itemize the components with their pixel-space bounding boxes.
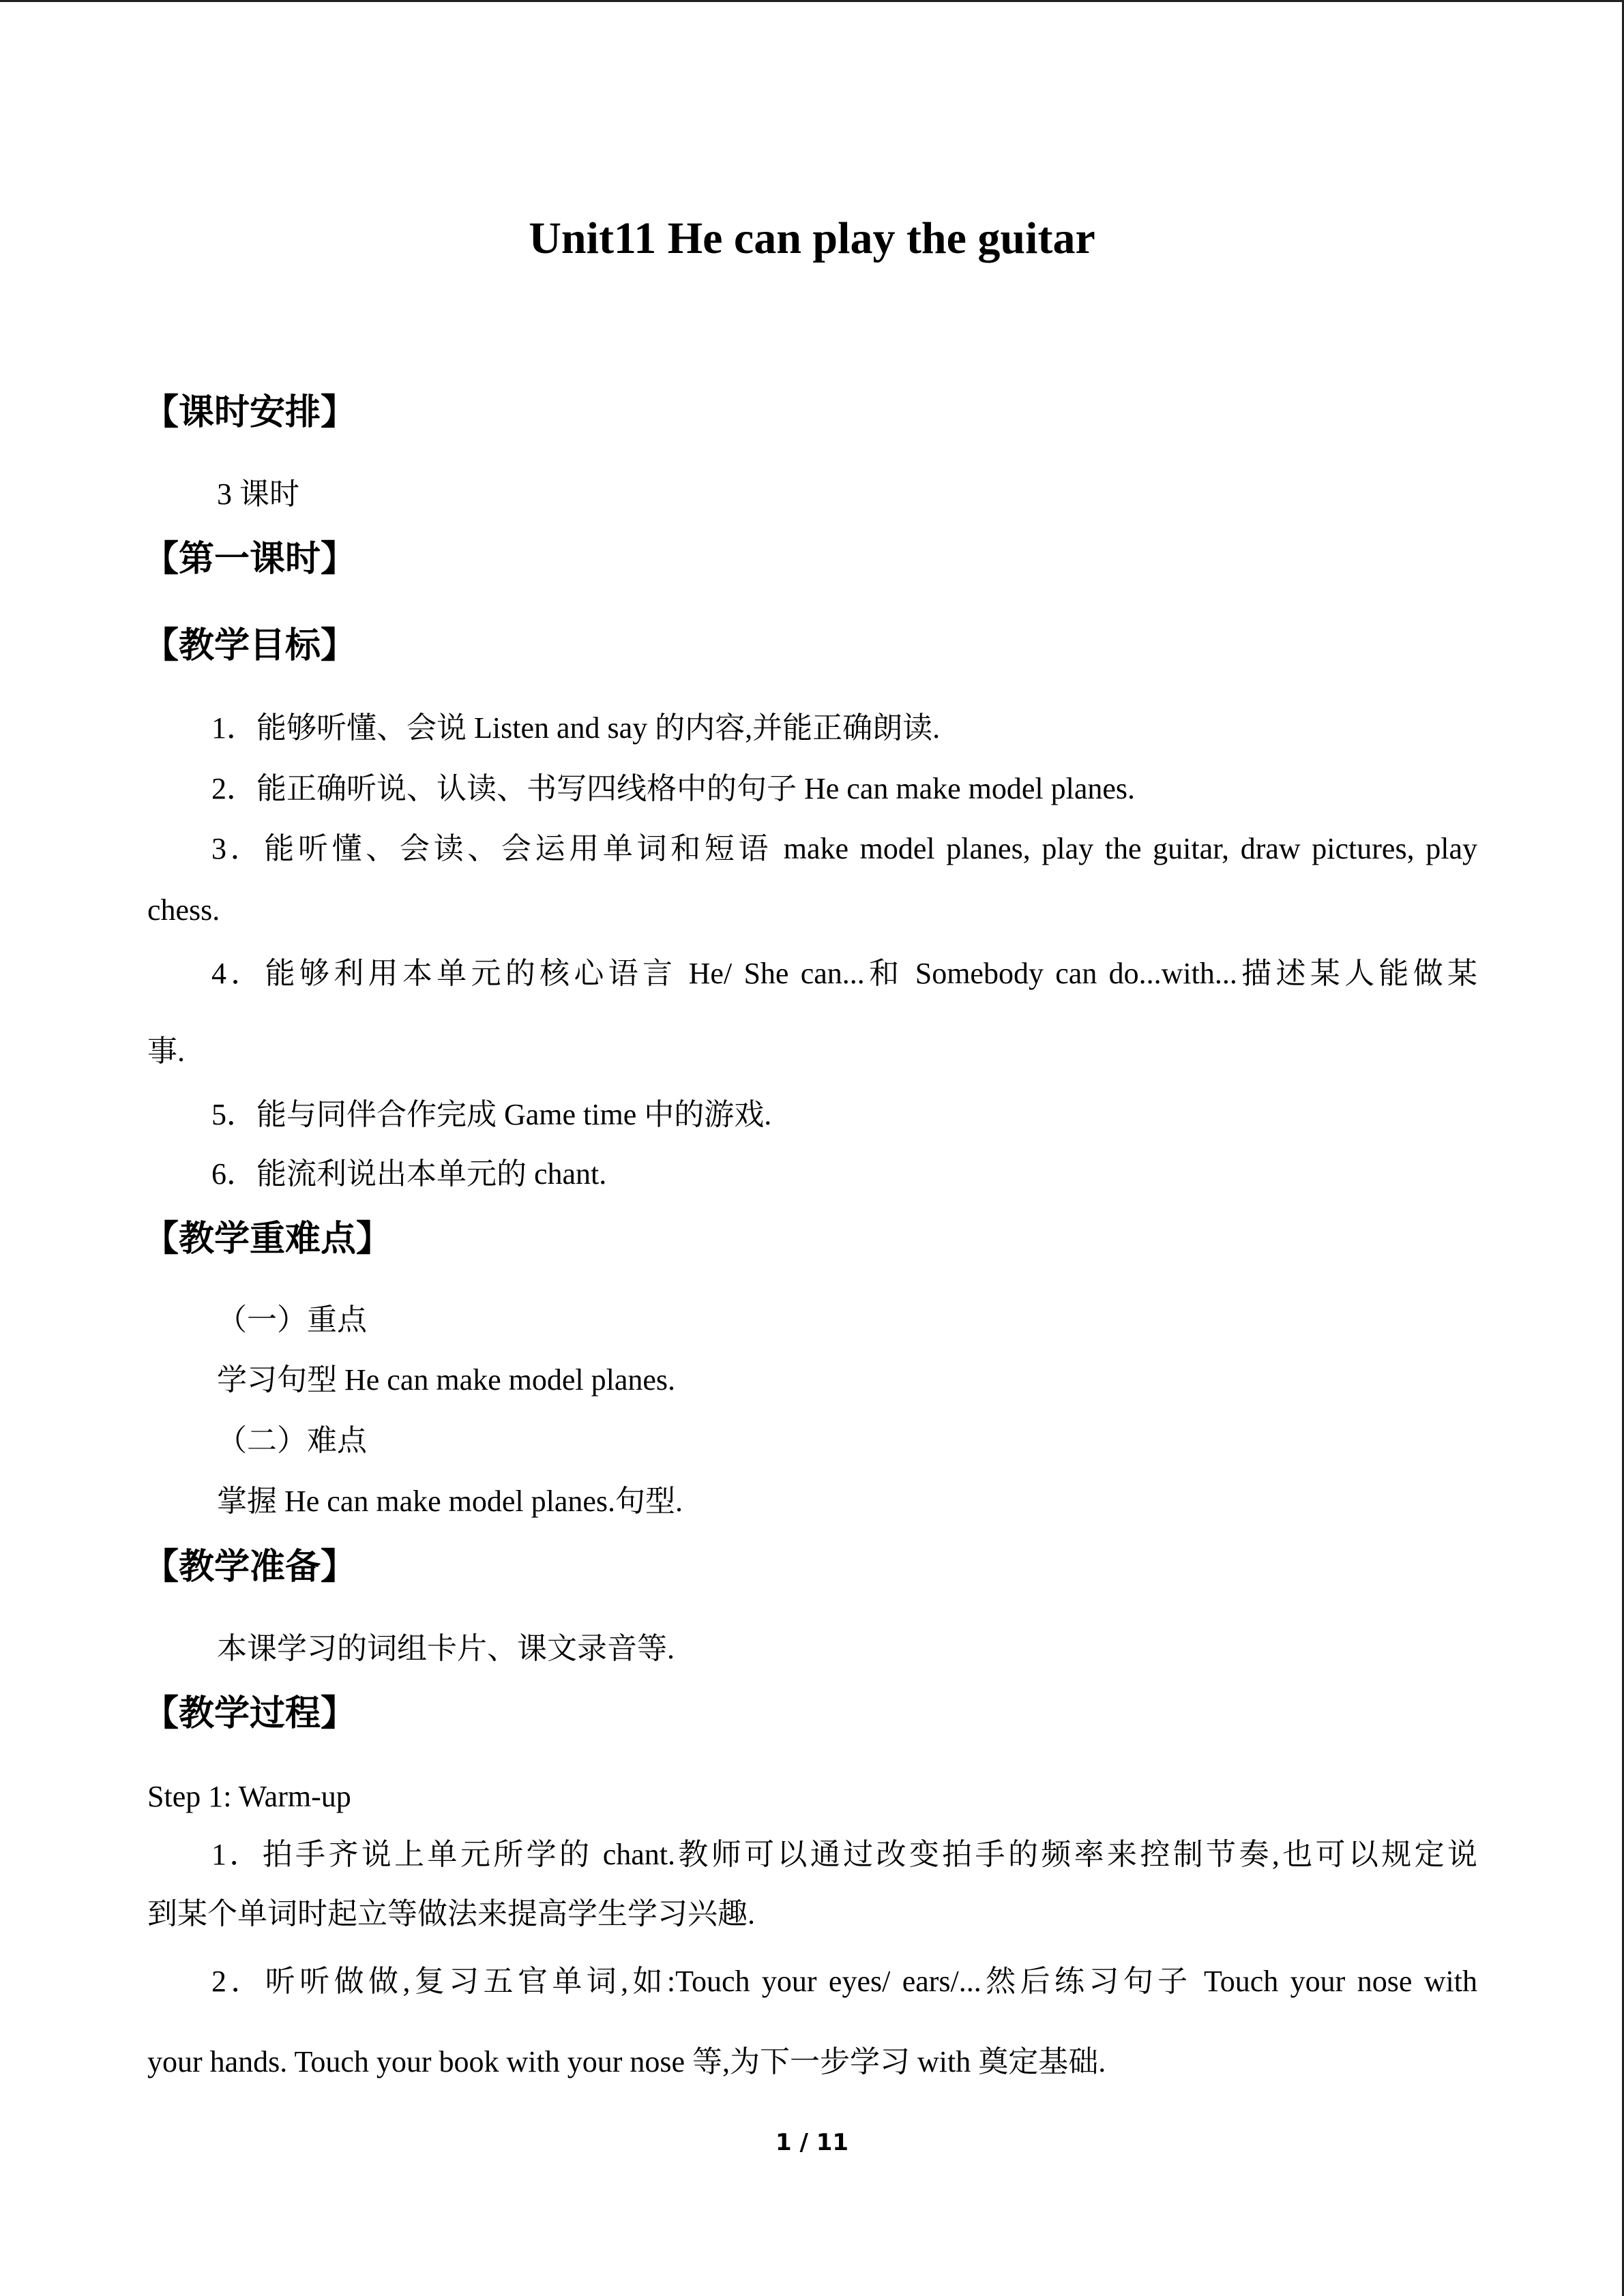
heading-schedule: 【课时安排】 bbox=[143, 392, 357, 433]
objective-item: 6．能流利说出本单元的 chant. bbox=[211, 1157, 607, 1191]
objective-item: 3．能听懂、会读、会运用单词和短语 make model planes, play the guitar, draw pictures, play bbox=[211, 832, 1477, 865]
heading-preparation: 【教学准备】 bbox=[143, 1547, 357, 1587]
page-top-border bbox=[0, 0, 1624, 2]
objective-item: 2．能正确听说、认读、书写四线格中的句子 He can make model planes. bbox=[211, 772, 1136, 805]
page-number: 1 / 11 bbox=[775, 2129, 849, 2156]
step-title: Step 1: Warm-up bbox=[147, 1780, 351, 1813]
preparation-text: 本课学习的词组卡片、课文录音等. bbox=[217, 1632, 675, 1665]
document-title: Unit11 He can play the guitar bbox=[529, 213, 1095, 263]
difficulty-text: 掌握 He can make model planes.句型. bbox=[217, 1485, 683, 1518]
heading-keypoints: 【教学重难点】 bbox=[143, 1219, 392, 1259]
key-text: 学习句型 He can make model planes. bbox=[217, 1363, 676, 1397]
process-item: 1．拍手齐说上单元所学的 chant.教师可以通过改变拍手的频率来控制节奏,也可以规定说 bbox=[211, 1838, 1477, 1871]
process-item-cont: your hands. Touch your book with your nose 等,为下一步学习 with 奠定基础. bbox=[147, 2045, 1106, 2078]
key-label: （一）重点 bbox=[217, 1303, 367, 1337]
difficulty-label: （二）难点 bbox=[217, 1424, 367, 1457]
heading-objectives: 【教学目标】 bbox=[143, 625, 357, 666]
objective-item-cont: 事. bbox=[147, 1034, 185, 1068]
objective-item: 4．能够利用本单元的核心语言 He/ She can...和 Somebody can do...with...描述某人能做某 bbox=[211, 957, 1477, 990]
objective-item: 1．能够听懂、会说 Listen and say 的内容,并能正确朗读. bbox=[211, 711, 941, 745]
process-item: 2．听听做做,复习五官单词,如:Touch your eyes/ ears/...然后练习句子 Touch your nose with bbox=[211, 1965, 1477, 1998]
objective-item: 5．能与同伴合作完成 Game time 中的游戏. bbox=[211, 1098, 772, 1131]
heading-process: 【教学过程】 bbox=[143, 1693, 357, 1734]
heading-lesson1: 【第一课时】 bbox=[143, 539, 357, 580]
schedule-text: 3 课时 bbox=[217, 477, 299, 511]
process-item-cont: 到某个单词时起立等做法来提高学生学习兴趣. bbox=[147, 1897, 755, 1930]
objective-item-cont: chess. bbox=[147, 893, 220, 927]
